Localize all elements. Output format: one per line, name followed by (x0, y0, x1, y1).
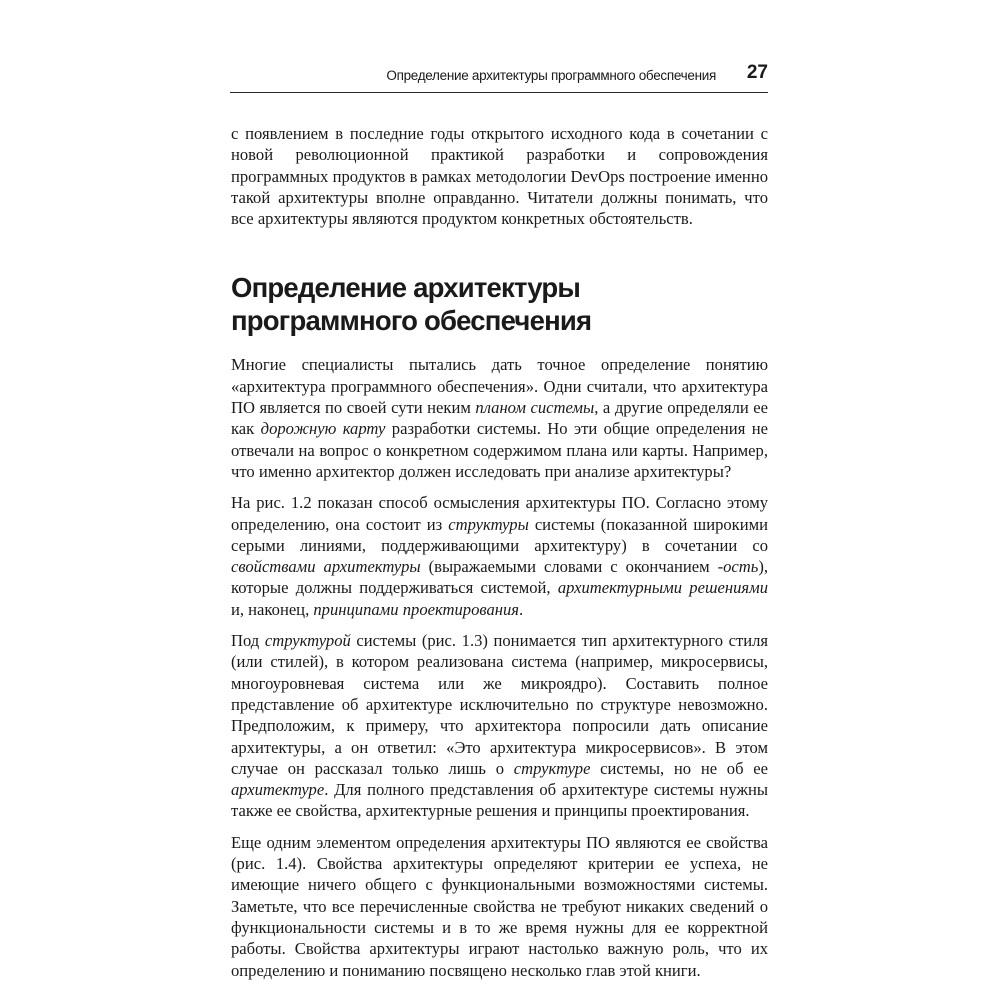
emphasis-architecture: архитектуре (231, 780, 325, 800)
page-body (231, 123, 768, 981)
paragraph-text: (выражаемыми словами с окончанием (420, 557, 718, 577)
emphasis-suffix: -ость (717, 557, 759, 577)
emphasis-roadmap: дорожную карту (260, 419, 386, 439)
paragraph-text: Еще одним элементом определения архитектуры ПО являются ее свойства (рис. 1.4). Свойства архитектуры определяют критерии ее успеха, не имеющие ничего общего с функциональными возможностями системы. Заметьте, что все перечисленные свойства не требуют никаких сведений о функциональности системы и в то же время нужны для ее корректной работы. Свойства архитектуры играют настолько важную роль, что их определению и пониманию посвящено несколько глав этой книги. (231, 832, 768, 980)
emphasis-structure: структуре (513, 758, 591, 778)
emphasis-system-plan: планом системы (475, 398, 595, 418)
paragraph-text: системы (рис. 1.3) понимается тип архитектурного стиля (или стилей), в котором реализована система (например, микросервисы, многоуровневая система или же микроядро). Составить полное представление об архитектуре исключительно по структуре невозможно. Предположим, к примеру, что архитектора попросили дать описание архитектуры, а он ответил: «Это архитектура микросервисов». В этом случае он рассказал только лишь о (231, 631, 768, 778)
paragraph-structure (231, 630, 768, 822)
page-number: 27 (746, 62, 768, 83)
paragraph-definition-intro (231, 354, 768, 482)
paragraph-text: На рис. 1.2 показан способ осмысления архитектуры ПО. Согласно этому определению, она состоит из (231, 493, 768, 534)
emphasis-structure: структурой (264, 631, 351, 651)
paragraph-characteristics (231, 832, 768, 981)
emphasis-architecture-decisions: архитектурными решениями (557, 578, 768, 598)
paragraph-text: Многие специалисты пытались дать точное определение понятию «архитектура программного обеспечения». Одни считали, что архитектура ПО является по своей сути неким (231, 355, 768, 418)
paragraph-text: , а другие определяли ее как (231, 398, 768, 439)
paragraph-figure-1-2 (231, 492, 768, 620)
section-heading: Определение архитектуры программного обеспечения (231, 272, 592, 337)
emphasis-design-principles: принципами проектирования (313, 599, 520, 619)
paragraph-text: . (519, 599, 524, 619)
paragraph-text: Под (231, 631, 265, 651)
running-header (230, 62, 768, 93)
paragraph-text: и, наконец, (231, 599, 314, 619)
running-header-title: Определение архитектуры программного обеспечения (386, 68, 716, 83)
paragraph-text: ), которые должны поддерживаться системой, (231, 557, 768, 598)
paragraph-continuation (231, 123, 768, 229)
paragraph-text: разработки системы. Но эти общие определения не отвечали на вопрос о конкретном содержимом плана или карты. Например, что именно архитектор должен исследовать при анализе архитектуры? (231, 419, 768, 481)
paragraph-text: . Для полного представления об архитектуре системы нужны также ее свойства, архитектурные решения и принципы проектирования. (231, 780, 768, 821)
emphasis-structure: структуры (448, 514, 529, 534)
paragraph-text: с появлением в последние годы открытого исходного кода в сочетании с новой революционной практикой разработки и сопровождения программных продуктов в рамках методологии DevOps построение именно такой архитектуры вполне оправданно. Читатели должны понимать, что все архитектуры являются продуктом конкретных обстоятельств. (231, 124, 768, 229)
paragraph-text: системы (показанной широкими серыми линиями, поддерживающими архитектуру) в сочетании со (231, 514, 768, 555)
paragraph-text: системы, но не об ее (590, 758, 768, 778)
emphasis-architecture-characteristics: свойствами архитектуры (231, 557, 421, 577)
